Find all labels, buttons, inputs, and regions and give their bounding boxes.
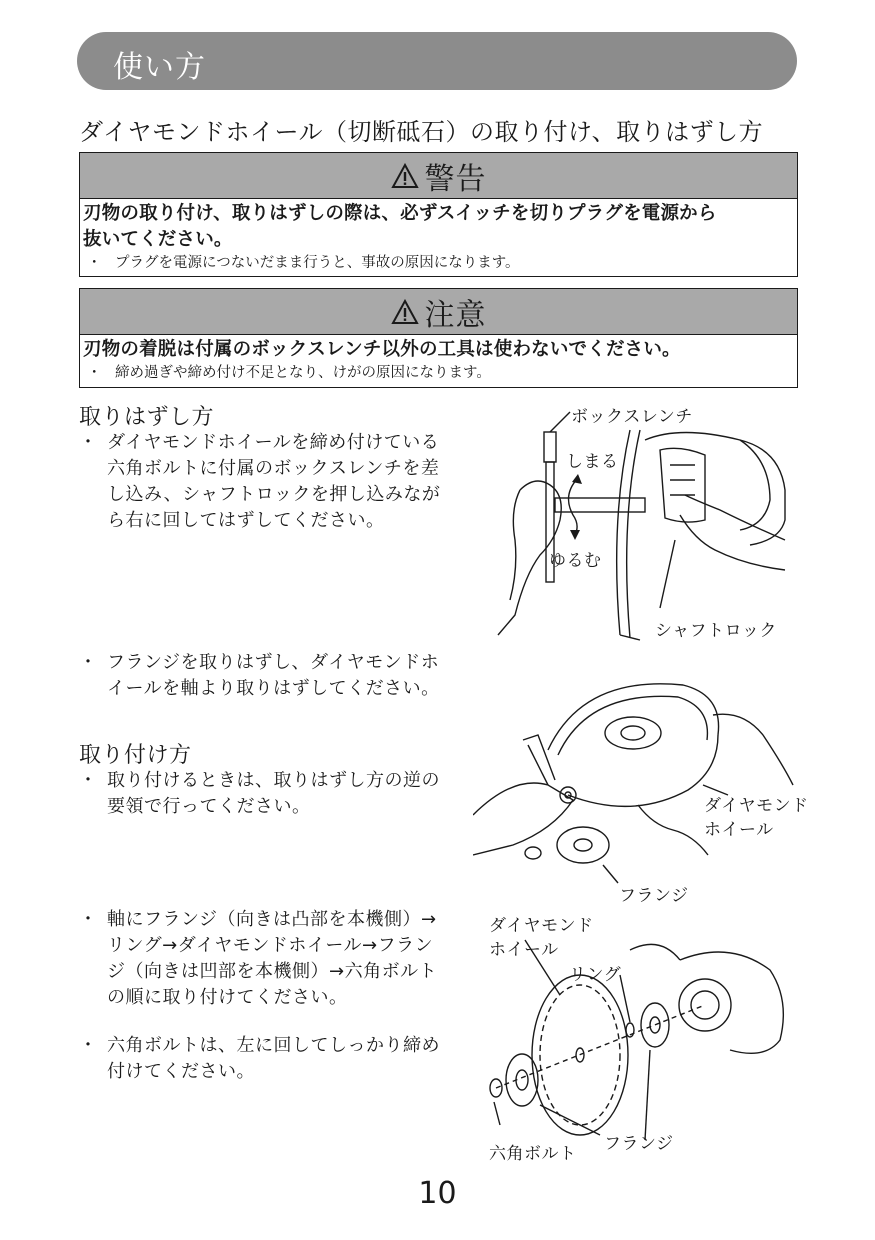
page-title: ダイヤモンドホイール（切断砥石）の取り付け、取りはずし方: [79, 118, 764, 146]
install-step1: [79, 768, 444, 820]
install-step1-text: 取り付けるときは、取りはずし方の逆の要領で行ってください。: [107, 770, 440, 817]
warning-main-line2: 抜いてください。: [83, 229, 233, 250]
figure-flange-removal-illustration: [473, 655, 803, 905]
fig1-shaft-lock-label: シャフトロック: [655, 621, 777, 641]
fig3-hex-bolt-label: 六角ボルト: [489, 1144, 577, 1164]
caution-main: 刃物の着脱は付属のボックスレンチ以外の工具は使わないでください。: [83, 339, 681, 360]
section-label: 使い方: [113, 50, 206, 85]
warning-label: 警告: [424, 161, 487, 197]
removal-step2: [79, 650, 444, 702]
fig3-ring-label: リング: [569, 965, 622, 985]
install-step2-text: 軸にフランジ（向きは凸部を本機側）→リング→ダイヤモンドホイール→フランジ（向きは凹部を本機側）→六角ボルトの順に取り付けてください。: [107, 909, 438, 1008]
removal-step2-text: フランジを取りはずし、ダイヤモンドホイールを軸より取りはずしてください。: [107, 652, 440, 699]
removal-step1-text: ダイヤモンドホイールを締め付けている六角ボルトに付属のボックスレンチを差し込み、シャフトロックを押し込みながら右に回してはずしてください。: [107, 432, 441, 531]
figure-assembly-exploded-illustration: [480, 930, 800, 1155]
warning-triangle-icon: [391, 163, 419, 189]
fig2-flange-label: フランジ: [619, 886, 689, 906]
section-header: [77, 32, 797, 90]
warning-box: [79, 152, 798, 277]
fig1-tighten-label: しまる: [566, 452, 619, 472]
fig3-wheel-label-line1: ダイヤモンド: [489, 916, 594, 936]
fig2-wheel-label-line1: ダイヤモンド: [704, 796, 809, 816]
install-step2: [79, 907, 444, 1011]
bullet-mark: ・: [87, 255, 102, 271]
caution-label: 注意: [424, 297, 487, 333]
install-heading: 取り付け方: [79, 743, 192, 768]
fig3-wheel-label-line2: ホイール: [489, 940, 559, 960]
bullet-mark: ・: [79, 1035, 98, 1056]
install-step3: [79, 1033, 444, 1085]
caution-box: [79, 288, 798, 388]
figure-box-wrench-illustration: [480, 400, 800, 650]
caution-triangle-icon: [391, 299, 419, 325]
removal-heading: 取りはずし方: [79, 405, 215, 430]
caution-note: 締め過ぎや締め付け不足となり、けがの原因になります。: [115, 365, 491, 381]
bullet-mark: ・: [79, 909, 98, 930]
fig2-wheel-label-line2: ホイール: [704, 820, 774, 840]
warning-header: [80, 153, 797, 199]
install-step3-text: 六角ボルトは、左に回してしっかり締め付けてください。: [107, 1035, 440, 1082]
warning-main-line1: 刃物の取り付け、取りはずしの際は、必ずスイッチを切りプラグを電源から: [83, 203, 717, 224]
fig3-flange-label: フランジ: [604, 1134, 674, 1154]
fig1-box-wrench-label: ボックスレンチ: [571, 407, 693, 427]
bullet-mark: ・: [87, 365, 102, 381]
bullet-mark: ・: [79, 432, 98, 453]
warning-note: プラグを電源につないだまま行うと、事故の原因になります。: [115, 255, 520, 271]
page-number: 10: [418, 1176, 457, 1211]
fig1-loosen-label: ゆるむ: [549, 551, 602, 571]
removal-step1: [79, 430, 444, 534]
bullet-mark: ・: [79, 652, 98, 673]
bullet-mark: ・: [79, 770, 98, 791]
caution-header: [80, 289, 797, 335]
